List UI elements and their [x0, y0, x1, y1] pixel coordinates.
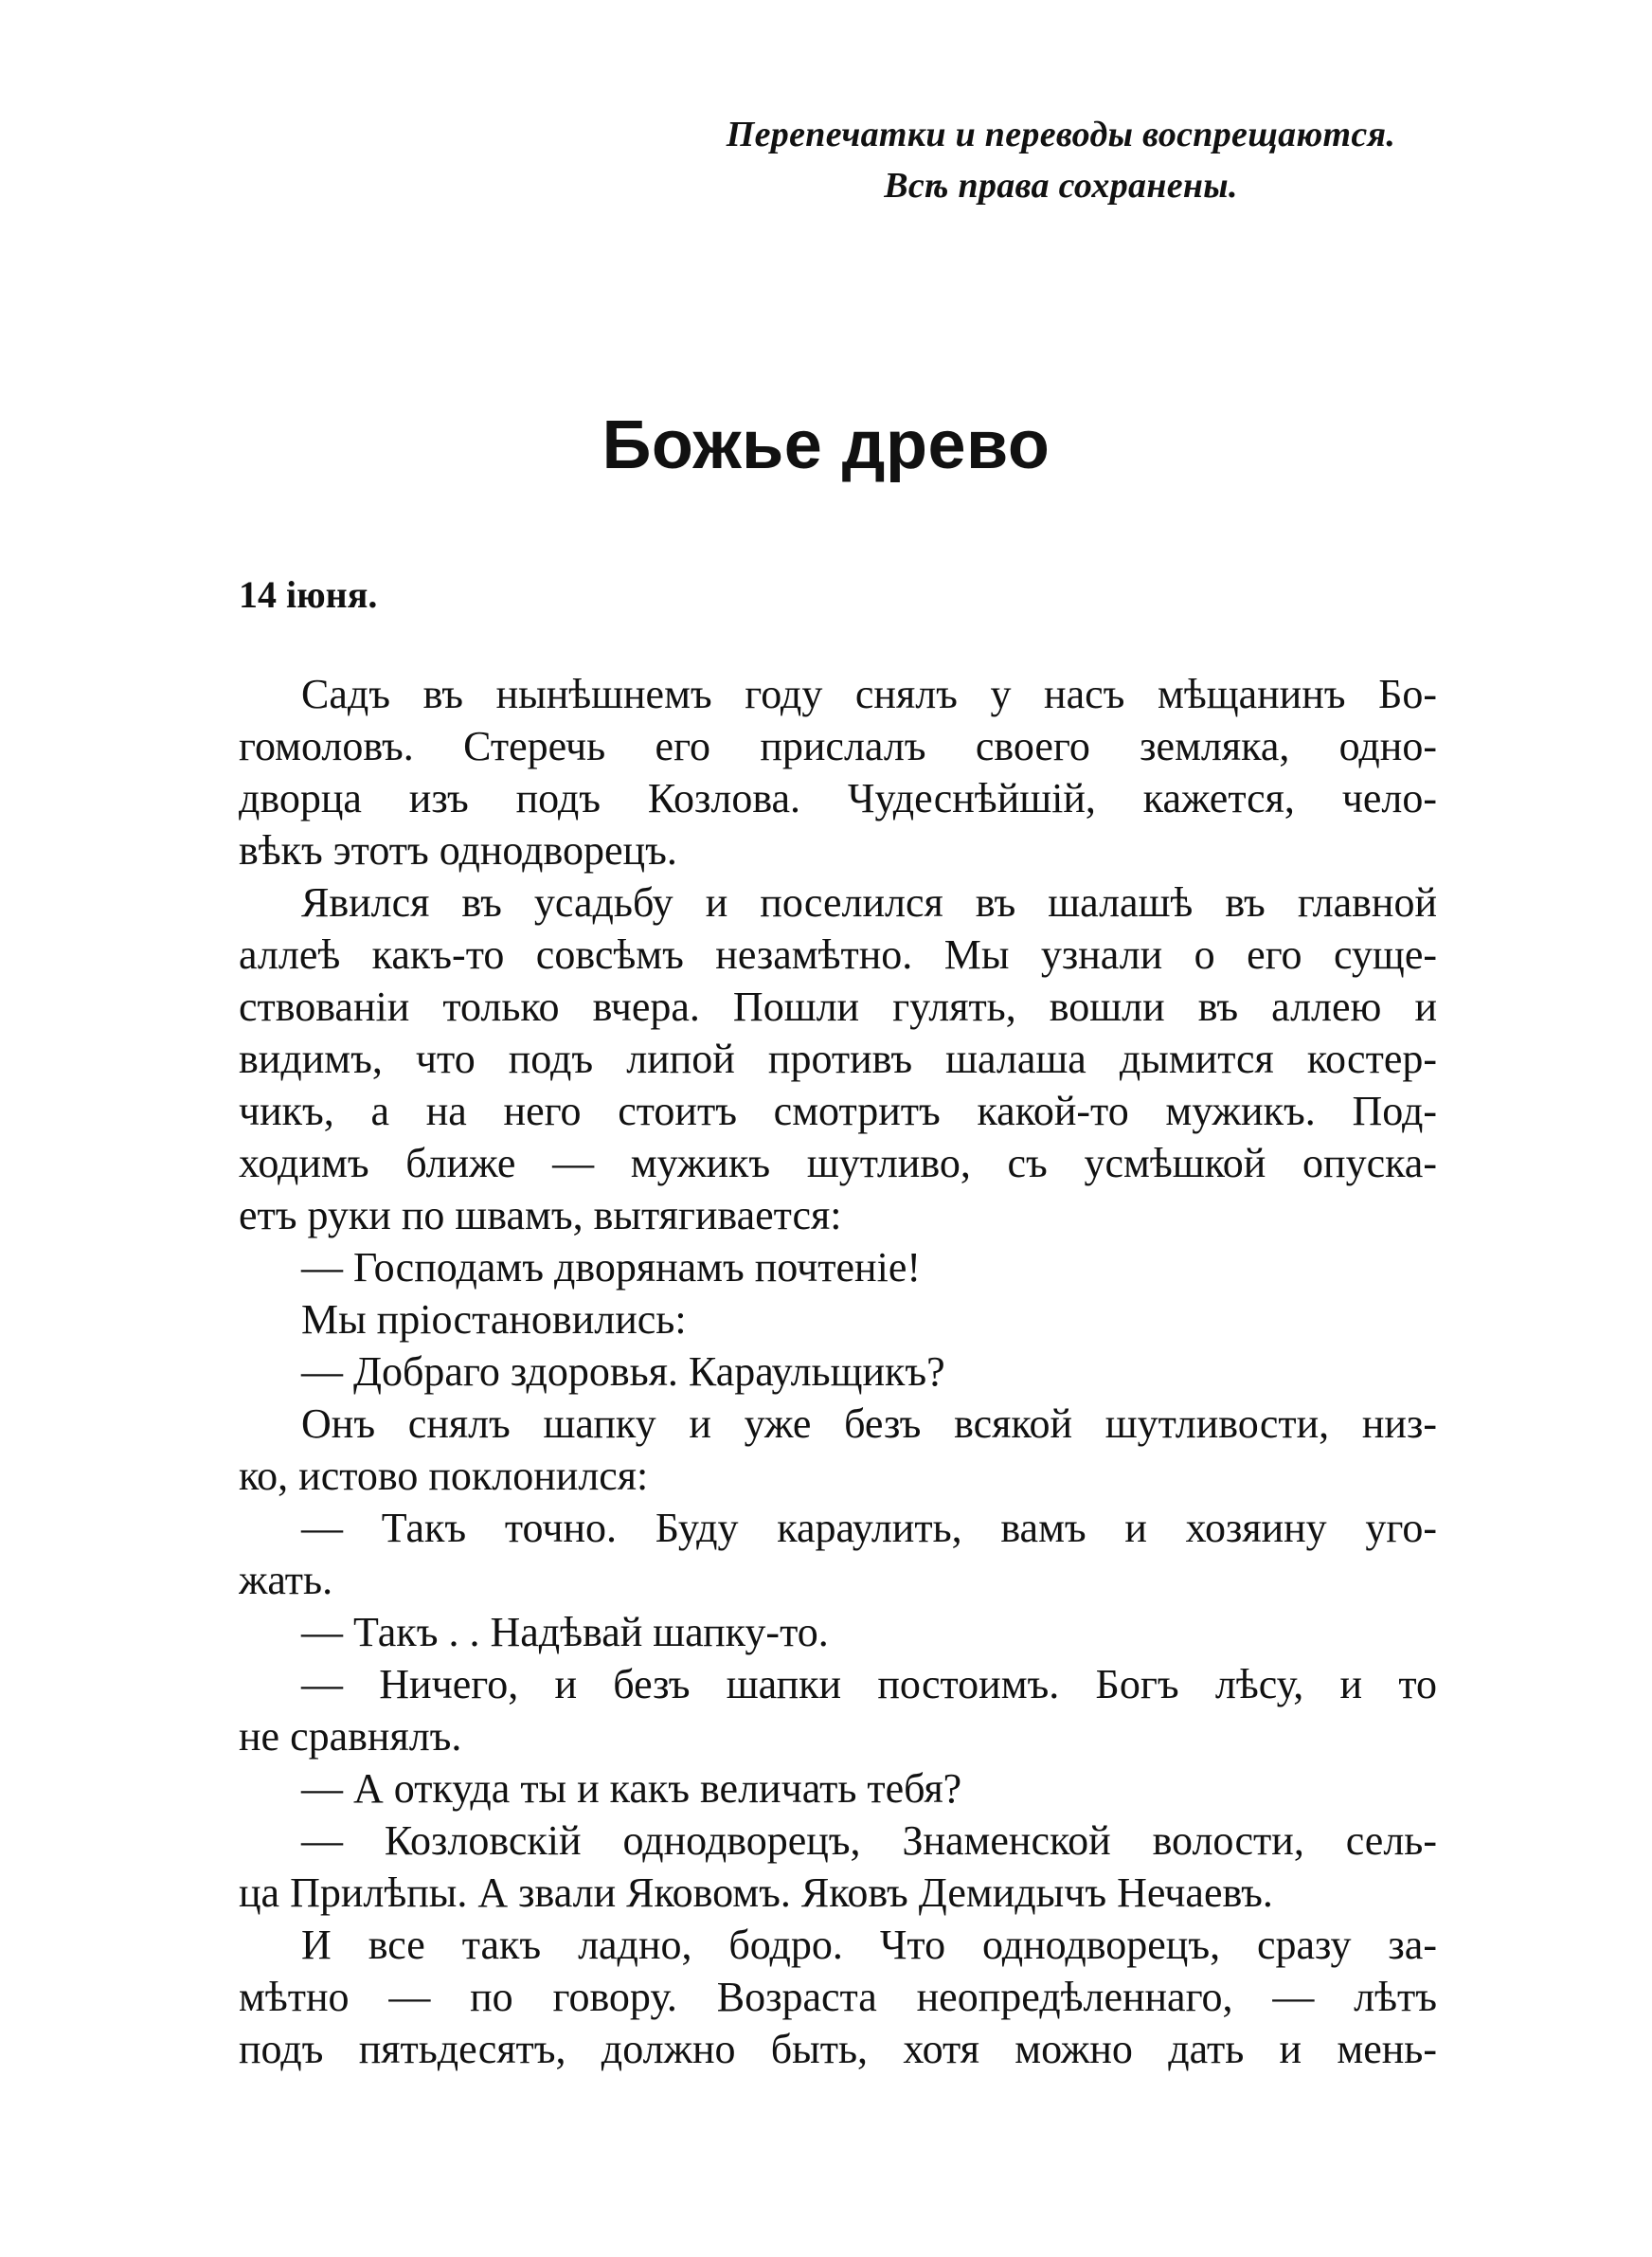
text-line: подъ пятьдесятъ, должно быть, хотя можно дать и мень-	[239, 2026, 1437, 2072]
text-line: Садъ въ нынѣшнемъ году снялъ у насъ мѣщанинъ Бо-	[301, 671, 1437, 717]
text-line: видимъ, что подъ липой противъ шалаша дымится костер-	[239, 1036, 1437, 1082]
text-line: жать.	[239, 1557, 333, 1603]
text-line: ко, истово поклонился:	[239, 1453, 649, 1499]
text-line: Онъ снялъ шапку и уже безъ всякой шутливости, низ-	[301, 1400, 1437, 1447]
text-line: мѣтно — по говору. Возраста неопредѣленнаго, — лѣтъ	[239, 1974, 1437, 2020]
body-text	[239, 668, 1437, 2075]
text-line: ходимъ ближе — мужикъ шутливо, съ усмѣшкой опуска-	[239, 1140, 1437, 1186]
copyright-notice-line-2: Всѣ права сохранены.	[884, 166, 1238, 206]
text-line: ца Прилѣпы. А звали Яковомъ. Яковъ Демидычъ Нечаевъ.	[239, 1869, 1273, 1916]
text-line: — Господамъ дворянамъ почтеніе!	[301, 1244, 922, 1291]
text-line: етъ руки по швамъ, вытягивается:	[239, 1192, 842, 1238]
text-line: — Козловскій однодворецъ, Знаменской волости, сель-	[301, 1817, 1437, 1864]
text-line: вѣкъ этотъ однодворецъ.	[239, 827, 677, 874]
text-line: — А откуда ты и какъ величать тебя?	[301, 1765, 962, 1812]
text-line: — Такъ точно. Буду караулить, вамъ и хозяину уго-	[301, 1505, 1437, 1551]
text-line: — Добраго здоровья. Караульщикъ?	[301, 1348, 945, 1395]
text-line: аллеѣ какъ-то совсѣмъ незамѣтно. Мы узнали о его суще-	[239, 931, 1437, 978]
text-line: ствованіи только вчера. Пошли гулять, вошли въ аллею и	[239, 984, 1437, 1030]
text-line: — Такъ . . Надѣвай шапку-то.	[301, 1609, 829, 1655]
copyright-notice-line-1: Перепечатки и переводы воспрещаются.	[726, 115, 1396, 154]
text-line: Явился въ усадьбу и поселился въ шалашѣ въ главной	[301, 879, 1437, 926]
text-line: не сравнялъ.	[239, 1713, 462, 1760]
text-line: гомоловъ. Стеречь его прислалъ своего земляка, одно-	[239, 723, 1437, 769]
story-title: Божье древо	[602, 407, 1050, 483]
entry-date: 14 іюня.	[239, 573, 378, 616]
text-line: Мы пріостановились:	[301, 1296, 687, 1343]
copyright-notice	[663, 109, 1459, 211]
text-line: И все такъ ладно, бодро. Что однодворецъ, сразу за-	[301, 1922, 1437, 1968]
text-line: — Ничего, и безъ шапки постоимъ. Богъ лѣсу, и то	[301, 1661, 1437, 1707]
text-line: чикъ, а на него стоитъ смотритъ какой-то мужикъ. Под-	[239, 1088, 1437, 1134]
text-line: дворца изъ подъ Козлова. Чудеснѣйшій, кажется, чело-	[239, 775, 1437, 822]
